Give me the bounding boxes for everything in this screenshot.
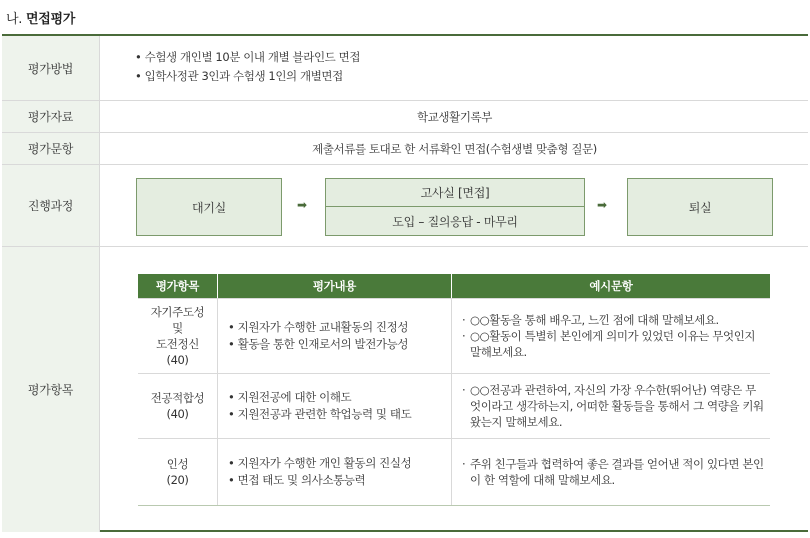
- table-row: [138, 298, 770, 373]
- content-item: • 활동을 통한 인재로서의 발전가능성: [228, 337, 409, 351]
- content-item: • 지원전공과 관련한 학업능력 및 태도: [228, 407, 412, 421]
- row-label-question: 평가문항: [2, 133, 100, 164]
- exam-room-title: 고사실 [면접]: [326, 179, 584, 207]
- content-item: • 지원전공에 대한 이해도: [228, 390, 352, 404]
- table-row: [138, 438, 770, 505]
- step-waiting-room: 대기실: [136, 178, 282, 236]
- row-label-material: 평가자료: [2, 101, 100, 132]
- row-label-process: 진행과정: [2, 165, 100, 246]
- row-process: [2, 165, 808, 247]
- row-label-method: 평가방법: [2, 36, 100, 100]
- content-item: • 면접 태도 및 의사소통능력: [228, 473, 366, 487]
- category-score: (20): [166, 473, 189, 487]
- example-question: ○○활동이 특별히 본인에게 의미가 있었던 이유는 무엇인지 말해보세요.: [470, 329, 756, 359]
- exam-room-detail: 도입 – 질의응답 - 마무리: [392, 214, 518, 229]
- category-cell: [138, 439, 218, 505]
- category-cell: [138, 374, 218, 438]
- evaluation-items-table: [138, 274, 770, 506]
- content-item: • 지원자가 수행한 교내활동의 진정성: [228, 320, 409, 334]
- header-examples: 예시문항: [589, 279, 633, 293]
- category-score: (40): [166, 353, 189, 367]
- section-prefix: 나.: [6, 12, 23, 27]
- example-question: ○○활동을 통해 배우고, 느낀 점에 대해 말해보세요.: [470, 313, 719, 327]
- section-heading: [6, 8, 75, 27]
- method-item: • 수험생 개인별 10분 이내 개별 블라인드 면접: [135, 50, 361, 64]
- question-value: 제출서류를 토대로 한 서류확인 면접(수험생별 맞춤형 질문): [312, 141, 597, 156]
- example-question: ○○전공과 관련하여, 자신의 가장 우수한(뛰어난) 역량은 무엇이라고 생각하는지, 어떠한 활동들을 통해서 그 역량을 키워왔는지 말해보세요.: [470, 383, 764, 429]
- example-cell: · ○○활동을 통해 배우고, 느낀 점에 대해 말해보세요. · ○○활동이 특별히 본인에게 의미가 있었던 이유는 무엇인지 말해보세요.: [452, 299, 770, 373]
- step-exam-room: [325, 178, 585, 236]
- category-score: (40): [166, 407, 189, 421]
- header-category: 평가항목: [138, 274, 218, 298]
- step-exit: 퇴실: [627, 178, 773, 236]
- row-label-items: 평가항목: [2, 247, 100, 532]
- category-cell: [138, 299, 218, 373]
- arrow-right-icon: ➡: [297, 198, 308, 212]
- row-question: [2, 133, 808, 165]
- row-method: [2, 36, 808, 101]
- category-text: 자기주도성: [150, 305, 205, 319]
- arrow-right-icon: ➡: [597, 198, 608, 212]
- interview-evaluation-table: [2, 34, 808, 532]
- method-list: [135, 48, 360, 86]
- table-row: [138, 373, 770, 438]
- content-item: • 지원자가 수행한 개인 활동의 진실성: [228, 456, 412, 470]
- example-question: 주위 친구들과 협력하여 좋은 결과를 얻어낸 적이 있다면 본인이 한 역할에 대해 말해보세요.: [470, 457, 764, 487]
- content-cell: [218, 299, 452, 373]
- row-items: [2, 247, 808, 532]
- category-text: 전공적합성: [150, 391, 205, 405]
- header-content: 평가내용: [218, 274, 452, 298]
- section-title: 면접평가: [25, 12, 75, 27]
- content-cell: [218, 374, 452, 438]
- example-cell: · ○○전공과 관련하여, 자신의 가장 우수한(뛰어난) 역량은 무엇이라고 생각하는지, 어떠한 활동들을 통해서 그 역량을 키워왔는지 말해보세요.: [452, 374, 770, 438]
- category-text: 인성: [166, 457, 189, 471]
- material-value: 학교생활기록부: [417, 109, 492, 124]
- method-item: • 입학사정관 3인과 수험생 1인의 개별면접: [135, 69, 343, 83]
- row-material: [2, 101, 808, 133]
- category-text: 및: [172, 321, 183, 335]
- items-table-header: [138, 274, 770, 298]
- content-cell: [218, 439, 452, 505]
- example-cell: · 주위 친구들과 협력하여 좋은 결과를 얻어낸 적이 있다면 본인이 한 역할에 대해 말해보세요.: [452, 439, 770, 505]
- category-text: 도전정신: [156, 337, 199, 351]
